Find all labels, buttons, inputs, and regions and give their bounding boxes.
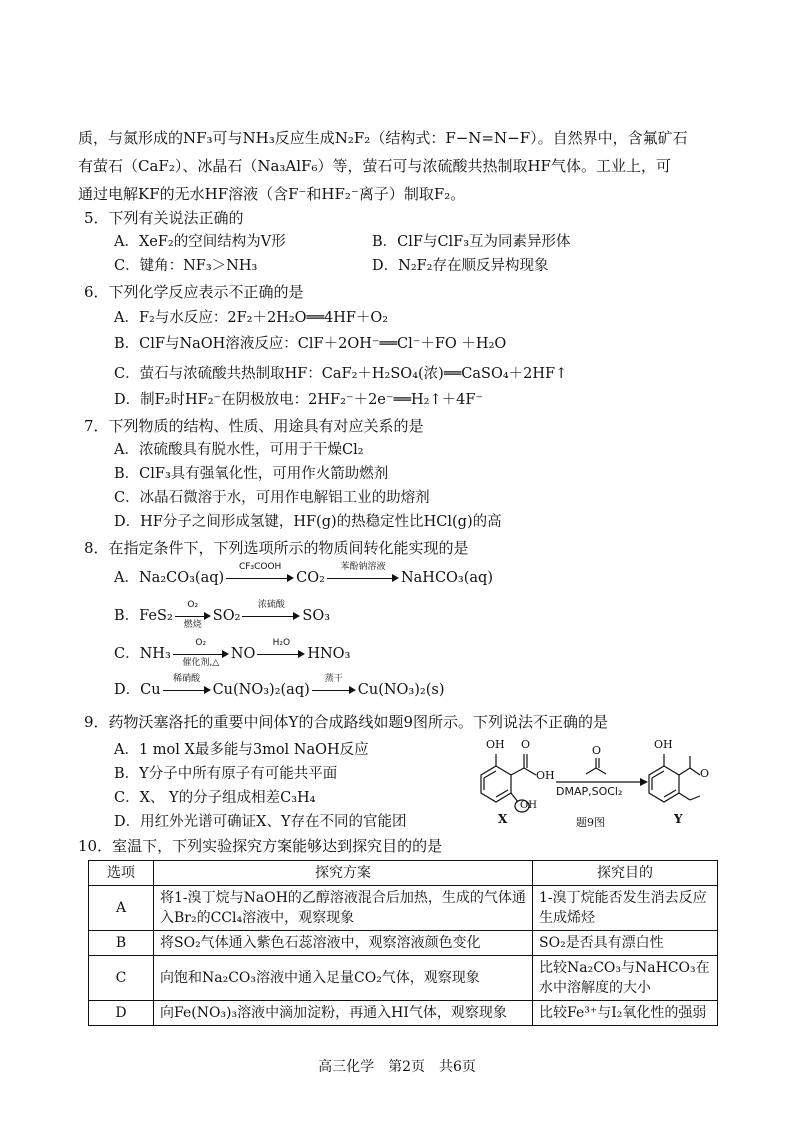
q8-c-species-2: NO: [230, 646, 256, 662]
q8-a-condition-1: CF₃COOH: [239, 562, 282, 572]
q8-a-species-3: NaHCO₃(aq): [400, 570, 493, 586]
q7-option-d: D．HF分子之间形成氢键，HF(g)的热稳定性比HCl(g)的高: [114, 514, 502, 530]
q7-option-a: A．浓硫酸具有脱水性，可用于干燥Cl₂: [114, 442, 364, 458]
x-oh-label: OH: [486, 738, 505, 751]
table-row: [89, 1001, 718, 1026]
q8-option-d: [114, 674, 445, 700]
reaction-arrow: [242, 600, 300, 623]
q8-c-condition-1: O₂: [195, 638, 207, 648]
q8-d-species-3: Cu(NO₃)₂(s): [357, 682, 445, 698]
q7-option-b: B．ClF₃具有强氧化性，可用作火箭助燃剂: [114, 466, 389, 482]
intro-line-3: 通过电解KF的无水HF溶液（含F⁻和HF₂⁻离子）制取F₂。: [78, 185, 466, 203]
reaction-arrow: [226, 562, 294, 585]
header-plan: 探究方案: [154, 861, 533, 886]
figure-caption: 题9图: [576, 816, 605, 829]
q8-a-label: A．: [114, 570, 139, 586]
header-goal: 探究目的: [533, 861, 718, 886]
reaction-conditions: DMAP,SOCl₂: [556, 785, 623, 798]
q8-c-condition-1b: 催化剂,△: [182, 658, 220, 668]
q9-synthesis-figure: [468, 738, 724, 832]
q9-stem: 9．药物沃塞洛托的重要中间体Y的合成路线如题9图所示。下列说法不正确的是: [84, 713, 608, 731]
q5-stem: 5．下列有关说法正确的: [84, 209, 244, 227]
table-row: [89, 931, 718, 956]
q9-option-c: C．X、 Y的分子组成相差C₃H₄: [114, 790, 316, 806]
x-acid-oh-label: OH: [536, 769, 555, 782]
reaction-arrow: [327, 562, 399, 585]
row-plan: 向饱和Na₂CO₃溶液中通入足量CO₂气体，观察现象: [154, 956, 533, 1001]
q8-c-species-3: HNO₃: [307, 646, 351, 662]
row-option: A: [89, 886, 154, 931]
q8-stem: 8．在指定条件下，下列选项所示的物质间转化能实现的是: [84, 539, 469, 557]
reaction-arrow: [257, 638, 305, 661]
q8-b-condition-1: O₂: [187, 600, 199, 610]
q9-option-d: D．用红外光谱可确证X、Y存在不同的官能团: [114, 814, 407, 830]
q8-d-species-1: Cu: [140, 682, 161, 698]
q8-b-species-3: SO₃: [302, 608, 331, 624]
reaction-arrowhead: [640, 778, 648, 786]
q10-stem: 10．室温下，下列实验探究方案能够达到探究目的的是: [78, 837, 443, 855]
q8-b-condition-1b: 燃烧: [183, 620, 202, 630]
row-plan: 向Fe(NO₃)₃溶液中滴加淀粉，再通入HI气体，观察现象: [154, 1001, 533, 1026]
q8-d-condition-2: 蒸干: [324, 674, 343, 684]
q10-experiment-table: [88, 860, 718, 1026]
q5-option-d: D．N₂F₂存在顺反异构现象: [372, 258, 549, 274]
y-carbonyl-o-label: O: [700, 767, 710, 780]
reaction-arrow: [163, 674, 211, 697]
header-option: 选项: [89, 861, 154, 886]
q8-b-species-2: SO₂: [212, 608, 241, 624]
q8-option-b: [114, 600, 331, 630]
q6-option-c: C．萤石与浓硫酸共热制取HF：CaF₂＋H₂SO₄(浓)══CaSO₄＋2HF↑: [114, 366, 568, 382]
q8-b-label: B．: [114, 608, 140, 624]
reaction-arrow: [175, 600, 211, 630]
q6-option-a: A．F₂与水反应：2F₂＋2H₂O══4HF＋O₂: [114, 310, 389, 326]
q8-d-species-2: Cu(NO₃)₂(aq): [212, 682, 310, 698]
row-plan: 将SO₂气体通入紫色石蕊溶液中，观察溶液颜色变化: [154, 931, 533, 956]
q7-stem: 7．下列物质的结构、性质、用途具有对应关系的是: [84, 417, 424, 435]
row-option: D: [89, 1001, 154, 1026]
q8-c-label: C．: [114, 646, 140, 662]
y-oh-label: OH: [654, 738, 673, 751]
intro-line-2: 有萤石（CaF₂）、冰晶石（Na₃AlF₆）等，萤石可与浓硫酸共热制取HF气体。工业上，可: [78, 157, 671, 175]
q9-option-b: B．Y分子中所有原子有可能共平面: [114, 766, 338, 782]
q8-option-c: [114, 638, 351, 668]
q8-d-condition-1: 稀硝酸: [173, 674, 201, 684]
row-option: B: [89, 931, 154, 956]
q8-b-species-1: FeS₂: [139, 608, 173, 624]
reagent-o-label: O: [592, 744, 602, 757]
q8-a-species-1: Na₂CO₃(aq): [138, 570, 225, 586]
q8-c-species-1: NH₃: [139, 646, 171, 662]
x-ring-oh-label: OH: [520, 800, 537, 811]
q6-option-b: B．ClF与NaOH溶液反应：ClF＋2OH⁻══Cl⁻＋FO ＋H₂O: [114, 336, 507, 352]
table-row: [89, 956, 718, 1001]
q5-option-c: C．键角：NF₃＞NH₃: [114, 258, 258, 274]
q8-d-label: D．: [114, 682, 141, 698]
q8-a-species-2: CO₂: [296, 570, 325, 586]
q9-option-a: A．1 mol X最多能与3mol NaOH反应: [114, 742, 369, 758]
q5-option-a: A．XeF₂的空间结构为V形: [114, 234, 286, 250]
page-footer: 高三化学 第2页 共6页: [318, 1059, 476, 1075]
q8-a-condition-2: 苯酚钠溶液: [340, 562, 386, 572]
table-row: [89, 886, 718, 931]
row-goal: 比较Na₂CO₃与NaHCO₃在水中溶解度的大小: [533, 956, 718, 1001]
x-carbonyl-o-label: O: [521, 738, 531, 751]
q8-b-condition-2: 浓硫酸: [257, 600, 285, 610]
row-option: C: [89, 956, 154, 1001]
row-goal: 比较Fe³⁺与I₂氧化性的强弱: [533, 1001, 718, 1026]
q8-c-condition-2: H₂O: [272, 638, 291, 648]
table-header-row: [89, 861, 718, 886]
x-compound-label: X: [498, 812, 508, 826]
q8-option-a: [114, 562, 493, 588]
reaction-arrow: [312, 674, 356, 697]
q7-option-c: C．冰晶石微溶于水，可用作电解铝工业的助熔剂: [114, 490, 430, 506]
y-compound-label: Y: [674, 812, 683, 826]
q6-stem: 6．下列化学反应表示不正确的是: [84, 283, 304, 301]
row-goal: SO₂是否具有漂白性: [533, 931, 718, 956]
row-plan: 将1-溴丁烷与NaOH的乙醇溶液混合后加热，生成的气体通入Br₂的CCl₄溶液中，观察现象: [154, 886, 533, 931]
q5-option-b: B．ClF与ClF₃互为同素异形体: [372, 234, 571, 250]
reaction-arrow: [173, 638, 229, 668]
q6-option-d: D．制F₂时HF₂⁻在阴极放电：2HF₂⁻＋2e⁻══H₂↑＋4F⁻: [114, 392, 484, 408]
row-goal: 1-溴丁烷能否发生消去反应生成烯烃: [533, 886, 718, 931]
intro-line-1: 质，与氮形成的NF₃可与NH₃反应生成N₂F₂（结构式：F−N=N−F）。自然界中，含氟矿石: [78, 129, 688, 147]
